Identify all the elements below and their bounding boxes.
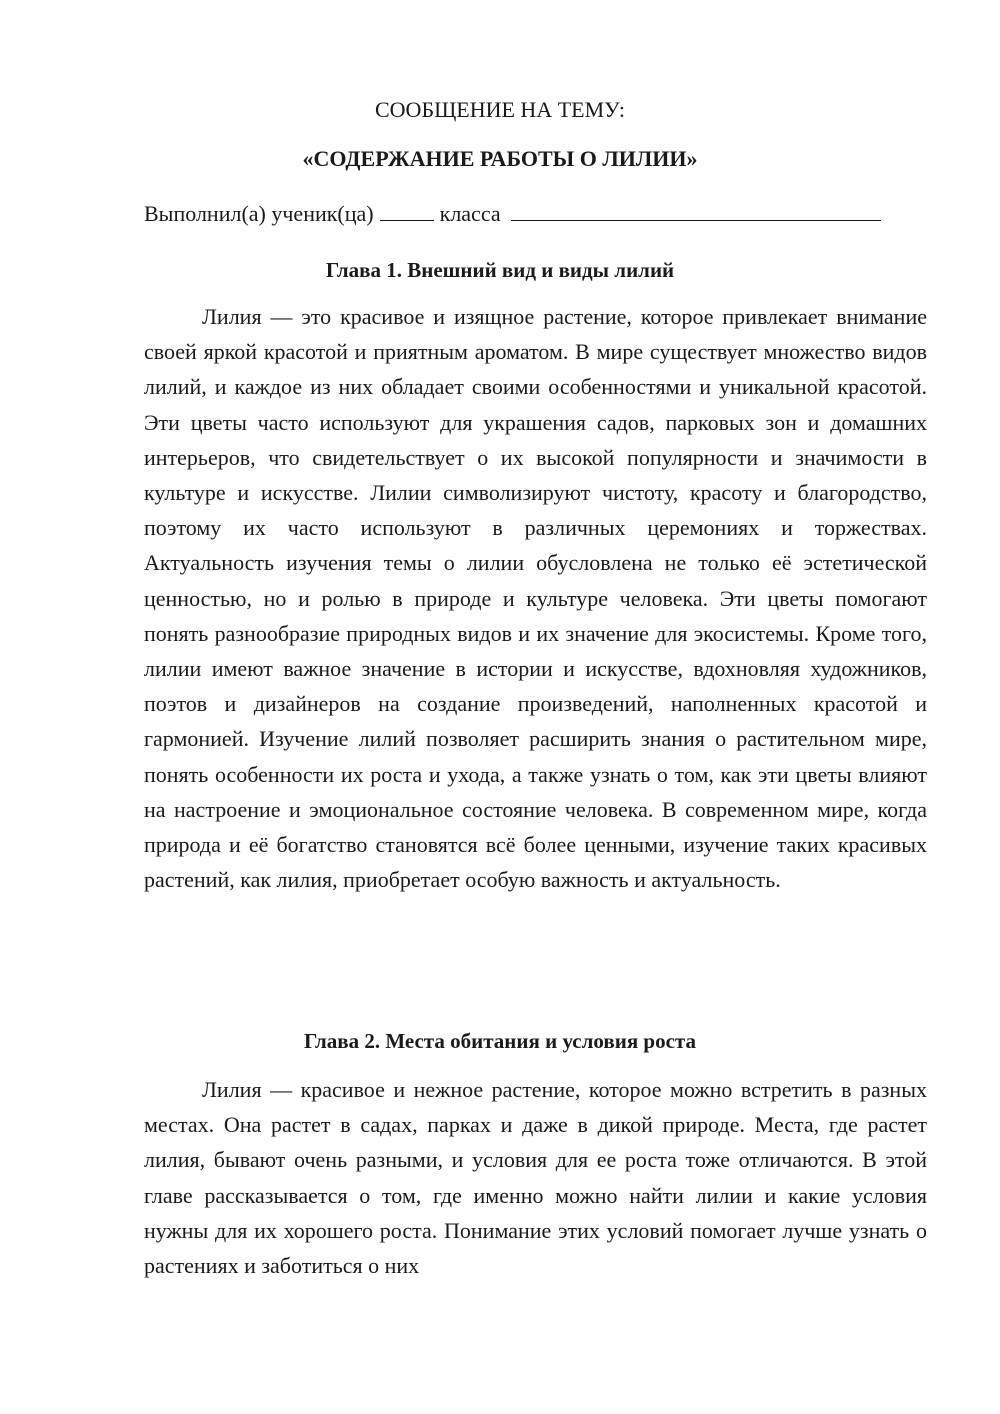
- class-label: класса: [439, 201, 501, 226]
- name-blank-line: [511, 200, 881, 221]
- chapter-2-title: Глава 2. Места обитания и условия роста: [303, 1029, 697, 1053]
- chapter-1-title: Глава 1. Внешний вид и виды лилий: [325, 258, 675, 282]
- report-topic-title: «СОДЕРЖАНИЕ РАБОТЫ О ЛИЛИИ»: [302, 146, 698, 171]
- performed-by-label: Выполнил(а) ученик(ца): [144, 201, 374, 226]
- report-heading: СООБЩЕНИЕ НА ТЕМУ:: [375, 97, 625, 122]
- author-byline: [144, 200, 881, 227]
- chapter-1-text: Лилия — это красивое и изящное растение, которое привлекает внимание своей яркой красотой и приятным ароматом. В мире существует множество видов лилий, и каждое из них обладает своими особенностями и уникальной красотой. Эти цветы часто используют для украшения садов, парковых зон и домашних интерьеров, что свидетельствует о их высокой популярности и значимости в культуре и искусстве. Лилии символизируют чистоту, красоту и благородство, поэтому их часто используют в различных церемониях и торжествах. Актуальность изучения темы о лилии обусловлена не только её эстетической ценностью, но и ролью в природе и культуре человека. Эти цветы помогают понять разнообразие природных видов и их значение для экосистемы. Кроме того, лилии имеют важное значение в истории и искусстве, вдохновляя художников, поэтов и дизайнеров на создание произведений, наполненных красотой и гармонией. Изучение лилий позволяет расширить знания о растительном мире, понять особенности их роста и ухода, а также узнать о том, как эти цветы влияют на настроение и эмоциональное состояние человека. В современном мире, когда природа и её богатство становятся всё более ценными, изучение таких красивых растений, как лилия, приобретает особую важность и актуальность.: [144, 304, 927, 893]
- grade-blank-line: [380, 200, 434, 221]
- chapter-2-text: Лилия — красивое и нежное растение, которое можно встретить в разных местах. Она растет в садах, парках и даже в дикой природе. Места, где растет лилия, бывают очень разными, и условия для ее роста тоже отличаются. В этой главе рассказывается о том, где именно можно найти лилии и какие условия нужны для их хорошего роста. Понимание этих условий помогает лучше узнать о растениях и заботиться о них: [144, 1077, 927, 1279]
